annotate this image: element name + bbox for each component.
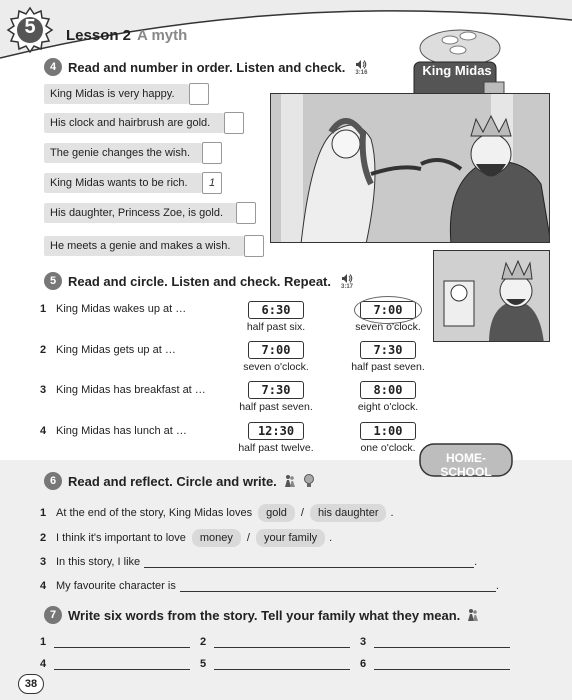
word-number: 3 bbox=[360, 636, 367, 648]
write-line[interactable] bbox=[180, 581, 496, 592]
question-number: 1 bbox=[40, 303, 47, 315]
clock-option-a[interactable]: 7:00 bbox=[248, 341, 304, 359]
period: . bbox=[474, 556, 478, 568]
sentence-strip-1 bbox=[44, 84, 189, 104]
period: . bbox=[390, 507, 394, 519]
clock-caption: half past seven. bbox=[239, 401, 313, 413]
page-number: 38 bbox=[18, 674, 44, 694]
lesson-label: Lesson 2 bbox=[66, 27, 132, 44]
word-slot-6 bbox=[360, 658, 510, 670]
word-slot-1 bbox=[40, 636, 190, 648]
option-pill[interactable]: his daughter bbox=[310, 504, 387, 522]
unit-number: 5 bbox=[24, 16, 36, 38]
clock-option-a[interactable]: 6:30 bbox=[248, 301, 304, 319]
word-number: 6 bbox=[360, 658, 367, 670]
word-number: 1 bbox=[40, 636, 47, 648]
sentence-strip-6 bbox=[44, 236, 244, 256]
section5-title: Read and circle. Listen and check. Repeat. bbox=[68, 273, 331, 289]
sentence-text: His daughter, Princess Zoe, is gold. bbox=[50, 207, 224, 219]
write-line[interactable] bbox=[374, 637, 510, 648]
sentence-strip-5 bbox=[44, 203, 236, 223]
sentence-text: He meets a genie and makes a wish. bbox=[50, 240, 231, 252]
clock-caption: half past seven. bbox=[351, 361, 425, 373]
home-school-text: HOME-SCHOOL bbox=[440, 451, 492, 479]
reflect-row-2 bbox=[40, 529, 332, 547]
section5-audio[interactable] bbox=[341, 273, 353, 290]
order-box[interactable] bbox=[189, 83, 209, 105]
reflect-text: At the end of the story, King Midas loves bbox=[56, 507, 253, 519]
section7-number: 7 bbox=[44, 606, 62, 624]
clock-caption: seven o'clock. bbox=[243, 361, 309, 373]
separator: / bbox=[246, 532, 250, 544]
reflect-row-3 bbox=[40, 556, 477, 568]
sentence-text: The genie changes the wish. bbox=[50, 147, 191, 159]
section7-title: Write six words from the story. Tell your family what they mean. bbox=[68, 607, 461, 623]
clock-caption: eight o'clock. bbox=[357, 401, 419, 413]
word-slot-2 bbox=[200, 636, 350, 648]
clock-option-b[interactable]: 7:00 bbox=[360, 301, 416, 319]
clock-caption: half past six. bbox=[246, 321, 306, 333]
section6-heading bbox=[44, 472, 315, 490]
option-pill[interactable]: gold bbox=[258, 504, 295, 522]
order-box[interactable] bbox=[202, 142, 222, 164]
king-clock-illustration bbox=[433, 250, 550, 342]
lesson-subtitle: A myth bbox=[137, 27, 188, 44]
write-line[interactable] bbox=[374, 659, 510, 670]
period: . bbox=[495, 580, 499, 592]
clock-caption: half past twelve. bbox=[238, 442, 314, 454]
family-icon bbox=[466, 608, 480, 622]
word-slot-5 bbox=[200, 658, 350, 670]
option-pill[interactable]: money bbox=[192, 529, 241, 547]
section5-number: 5 bbox=[44, 272, 62, 290]
sentence-text: King Midas wants to be rich. bbox=[50, 177, 188, 189]
question-number: 4 bbox=[40, 580, 47, 592]
sentence-strip-3 bbox=[44, 143, 202, 163]
write-line[interactable] bbox=[54, 637, 190, 648]
speaker-icon bbox=[341, 273, 353, 284]
reflect-text: I think it's important to love bbox=[56, 532, 186, 544]
sentence-strip-4 bbox=[44, 173, 216, 193]
question-number: 3 bbox=[40, 384, 47, 396]
sentence-text: King Midas is very happy. bbox=[50, 88, 175, 100]
question-number: 3 bbox=[40, 556, 47, 568]
question-text: King Midas has breakfast at … bbox=[56, 384, 206, 396]
clock-caption: one o'clock. bbox=[360, 442, 416, 454]
write-line[interactable] bbox=[144, 557, 474, 568]
clock-option-b[interactable]: 1:00 bbox=[360, 422, 416, 440]
reflect-row-4 bbox=[40, 580, 499, 592]
section4-track: 3:16 bbox=[355, 69, 368, 76]
period: . bbox=[329, 532, 333, 544]
write-line[interactable] bbox=[54, 659, 190, 670]
clock-option-b[interactable]: 7:30 bbox=[360, 341, 416, 359]
answer-circle bbox=[354, 296, 422, 324]
section6-title: Read and reflect. Circle and write. bbox=[68, 473, 277, 489]
word-slot-3 bbox=[360, 636, 510, 648]
word-slot-4 bbox=[40, 658, 190, 670]
section6-number: 6 bbox=[44, 472, 62, 490]
clock-caption: seven o'clock. bbox=[355, 321, 421, 333]
question-text: King Midas gets up at … bbox=[56, 344, 176, 356]
section4-title: Read and number in order. Listen and check. bbox=[68, 59, 346, 75]
clock-option-a[interactable]: 7:30 bbox=[248, 381, 304, 399]
family-icon bbox=[283, 474, 297, 488]
write-line[interactable] bbox=[214, 659, 350, 670]
question-text: King Midas has lunch at … bbox=[56, 425, 187, 437]
order-box[interactable]: 1 bbox=[202, 172, 222, 194]
reflect-text: In this story, I like bbox=[56, 556, 141, 568]
question-number: 1 bbox=[40, 507, 47, 519]
sentence-strip-2 bbox=[44, 113, 224, 133]
question-number: 2 bbox=[40, 532, 47, 544]
section4-audio[interactable] bbox=[355, 59, 367, 76]
question-text: King Midas wakes up at … bbox=[56, 303, 187, 315]
order-box[interactable] bbox=[244, 235, 264, 257]
lightbulb-icon bbox=[303, 474, 315, 488]
question-number: 4 bbox=[40, 425, 47, 437]
section5-track: 3:17 bbox=[340, 283, 353, 290]
question-row-4 bbox=[40, 425, 187, 437]
speaker-icon bbox=[355, 59, 367, 70]
question-row-1 bbox=[40, 303, 186, 315]
word-number: 5 bbox=[200, 658, 207, 670]
image-sign-text: King Midas bbox=[422, 63, 492, 78]
write-line[interactable] bbox=[214, 637, 350, 648]
word-number: 4 bbox=[40, 658, 47, 670]
order-box[interactable] bbox=[236, 202, 256, 224]
reflect-row-1 bbox=[40, 504, 394, 522]
clock-option-a[interactable]: 12:30 bbox=[248, 422, 304, 440]
separator: / bbox=[300, 507, 304, 519]
sentence-text: His clock and hairbrush are gold. bbox=[50, 117, 211, 129]
section4-number: 4 bbox=[44, 58, 62, 76]
question-number: 2 bbox=[40, 344, 47, 356]
clock-option-b[interactable]: 8:00 bbox=[360, 381, 416, 399]
option-pill[interactable]: your family bbox=[256, 529, 325, 547]
lesson-title bbox=[66, 27, 187, 44]
story-illustration bbox=[270, 93, 550, 243]
question-row-2 bbox=[40, 344, 176, 356]
word-number: 2 bbox=[200, 636, 207, 648]
section5-heading bbox=[44, 272, 353, 290]
question-row-3 bbox=[40, 384, 206, 396]
reflect-text: My favourite character is bbox=[56, 580, 176, 592]
section7-heading bbox=[44, 606, 480, 624]
order-box[interactable] bbox=[224, 112, 244, 134]
section4-heading bbox=[44, 58, 367, 76]
